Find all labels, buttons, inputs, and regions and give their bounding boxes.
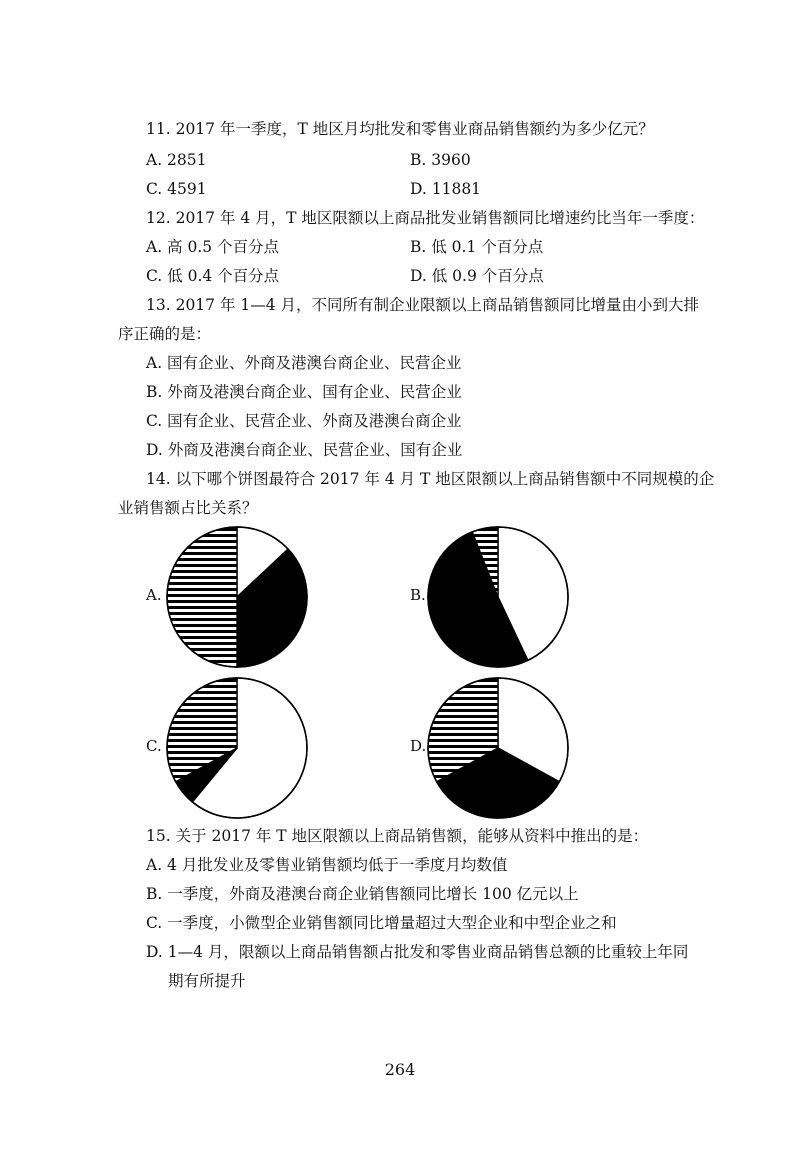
- q13-option-b: B. 外商及港澳台商企业、国有企业、民营企业: [146, 383, 462, 401]
- q15-stem: 15. 关于 2017 年 T 地区限额以上商品销售额，能够从资料中推出的是：: [146, 827, 649, 845]
- q12-option-b: B. 低 0.1 个百分点: [410, 238, 544, 256]
- q14-stem-line2: 业销售额占比关系？: [118, 499, 258, 517]
- pie-c-slices: [167, 678, 307, 818]
- q15-option-c: C. 一季度，小微型企业销售额同比增量超过大型企业和中型企业之和: [146, 914, 617, 932]
- q15-option-d-line2: 期有所提升: [168, 972, 246, 990]
- q14-stem-line1: 14. 以下哪个饼图最符合 2017 年 4 月 T 地区限额以上商品销售额中不同规模的企: [146, 470, 715, 488]
- q12-option-c: C. 低 0.4 个百分点: [146, 267, 280, 285]
- q13-option-a: A. 国有企业、外商及港澳台商企业、民营企业: [146, 354, 462, 372]
- pie-a-slices: [167, 527, 307, 667]
- pie-chart-d: [423, 673, 573, 823]
- pie-b-slices: [428, 527, 568, 667]
- q13-stem-line1: 13. 2017 年 1—4 月，不同所有制企业限额以上商品销售额同比增量由小到大排: [146, 296, 700, 314]
- q11-option-b: B. 3960: [410, 151, 471, 169]
- q12-option-d: D. 低 0.9 个百分点: [410, 267, 544, 285]
- q11-option-d: D. 11881: [410, 180, 482, 198]
- q12-stem: 12. 2017 年 4 月，T 地区限额以上商品批发业销售额同比增速约比当年一季度：: [146, 209, 705, 227]
- pie-a-label: A.: [146, 586, 162, 604]
- q11-option-c: C. 4591: [146, 180, 207, 198]
- q15-option-d: D. 1—4 月，限额以上商品销售额占批发和零售业商品销售总额的比重较上年同: [146, 943, 689, 961]
- page-number: 264: [384, 1060, 416, 1079]
- pie-b-label: B.: [410, 586, 426, 604]
- q13-stem-line2: 序正确的是：: [118, 325, 212, 343]
- q11-option-a: A. 2851: [146, 151, 207, 169]
- pie-d-label: D.: [410, 737, 427, 755]
- q15-option-b: B. 一季度，外商及港澳台商企业销售额同比增长 100 亿元以上: [146, 885, 579, 903]
- pie-chart-a: [162, 522, 312, 672]
- pie-chart-c: [162, 673, 312, 823]
- q11-stem: 11. 2017 年一季度，T 地区月均批发和零售业商品销售额约为多少亿元？: [146, 120, 654, 138]
- pie-chart-b: [423, 522, 573, 672]
- q12-option-a: A. 高 0.5 个百分点: [146, 238, 280, 256]
- q15-option-a: A. 4 月批发业及零售业销售额均低于一季度月均数值: [146, 856, 508, 874]
- pie-c-label: C.: [146, 737, 162, 755]
- pie-a-slice-stripe: [167, 527, 237, 667]
- q13-option-c: C. 国有企业、民营企业、外商及港澳台商企业: [146, 412, 462, 430]
- q13-option-d: D. 外商及港澳台商企业、民营企业、国有企业: [146, 441, 463, 459]
- pie-d-slices: [428, 678, 568, 818]
